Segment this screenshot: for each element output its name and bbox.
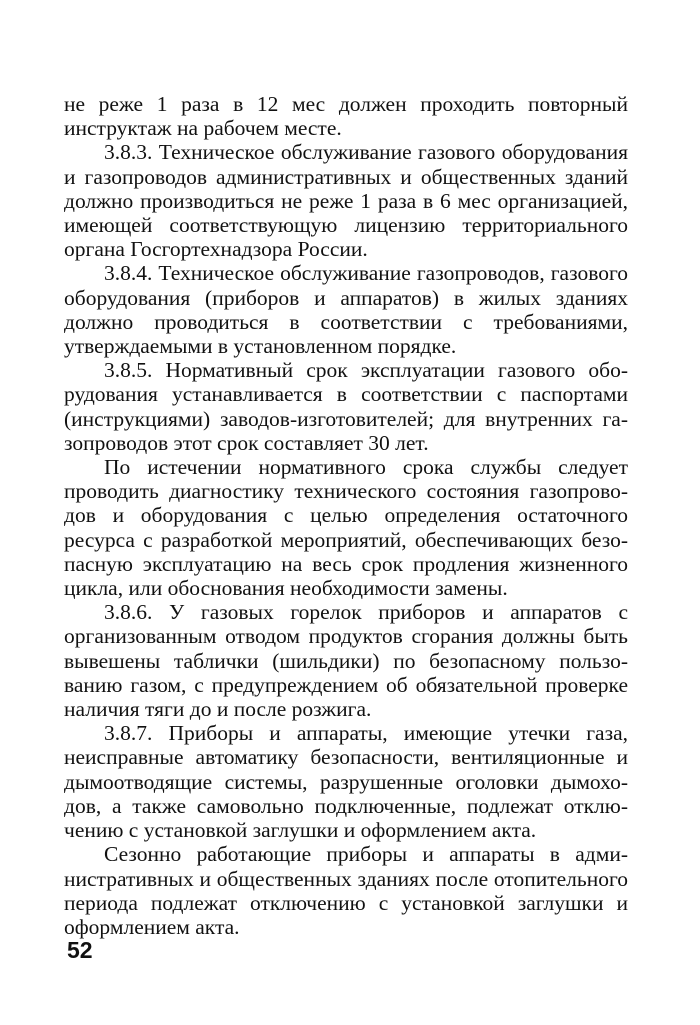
paragraph-seasonal: Сезонно работающие приборы и аппараты в административных и общественных зданиях после отопительного периода подлежат отключению с установкой заглушки и оформлением акта.: [64, 842, 628, 939]
paragraph-3-8-7: 3.8.7. Приборы и аппараты, имеющие утечки газа, неисправные автоматику безопасности, вентиляционные и дымоотводящие системы, разрушенные оголовки дымоходов, а также самовольно подключенные, подлежат отключению с установкой заглушки и оформлением акта.: [64, 721, 628, 843]
paragraph-3-8-4: 3.8.4. Техническое обслуживание газопроводов, газового оборудования (приборов и аппаратов) в жилых зданиях должно проводиться в соответствии с требованиями, утверждаемыми в установленном порядке.: [64, 261, 628, 359]
paragraph-3-8-6: 3.8.6. У газовых горелок приборов и аппаратов с организованным отводом продуктов сгорания должны быть вывешены таблички (шильдики) по безопасному пользованию газом, с предупреждением об обязательной проверке наличия тяги до и после розжига.: [64, 600, 628, 722]
paragraph-service-life: По истечении нормативного срока службы следует проводить диагностику технического состояния газопроводов и оборудования с целью определения остаточного ресурса с разработкой мероприятий, обеспечивающих безопасную эксплуатацию на весь срок продления жизненного цикла, или обоснования необходимости замены.: [64, 455, 628, 601]
page-number: 52: [67, 937, 93, 963]
paragraph-3-8-3: 3.8.3. Техническое обслуживание газового оборудования и газопроводов административных и общественных зданий должно производиться не реже 1 раза в 6 мес организацией, имеющей соответствующую лицензию территориального органа Госгортехнадзора России.: [64, 140, 628, 262]
body-text: [64, 92, 628, 939]
paragraph-3-8-5: 3.8.5. Нормативный срок эксплуатации газового оборудования устанавливается в соответствии с паспортами (инструкциями) заводов-изготовителей; для внутренних газопроводов этот срок составляет 30 лет.: [64, 358, 628, 455]
paragraph-continuation: не реже 1 раза в 12 мес должен проходить повторный инструктаж на рабочем месте.: [64, 92, 628, 141]
